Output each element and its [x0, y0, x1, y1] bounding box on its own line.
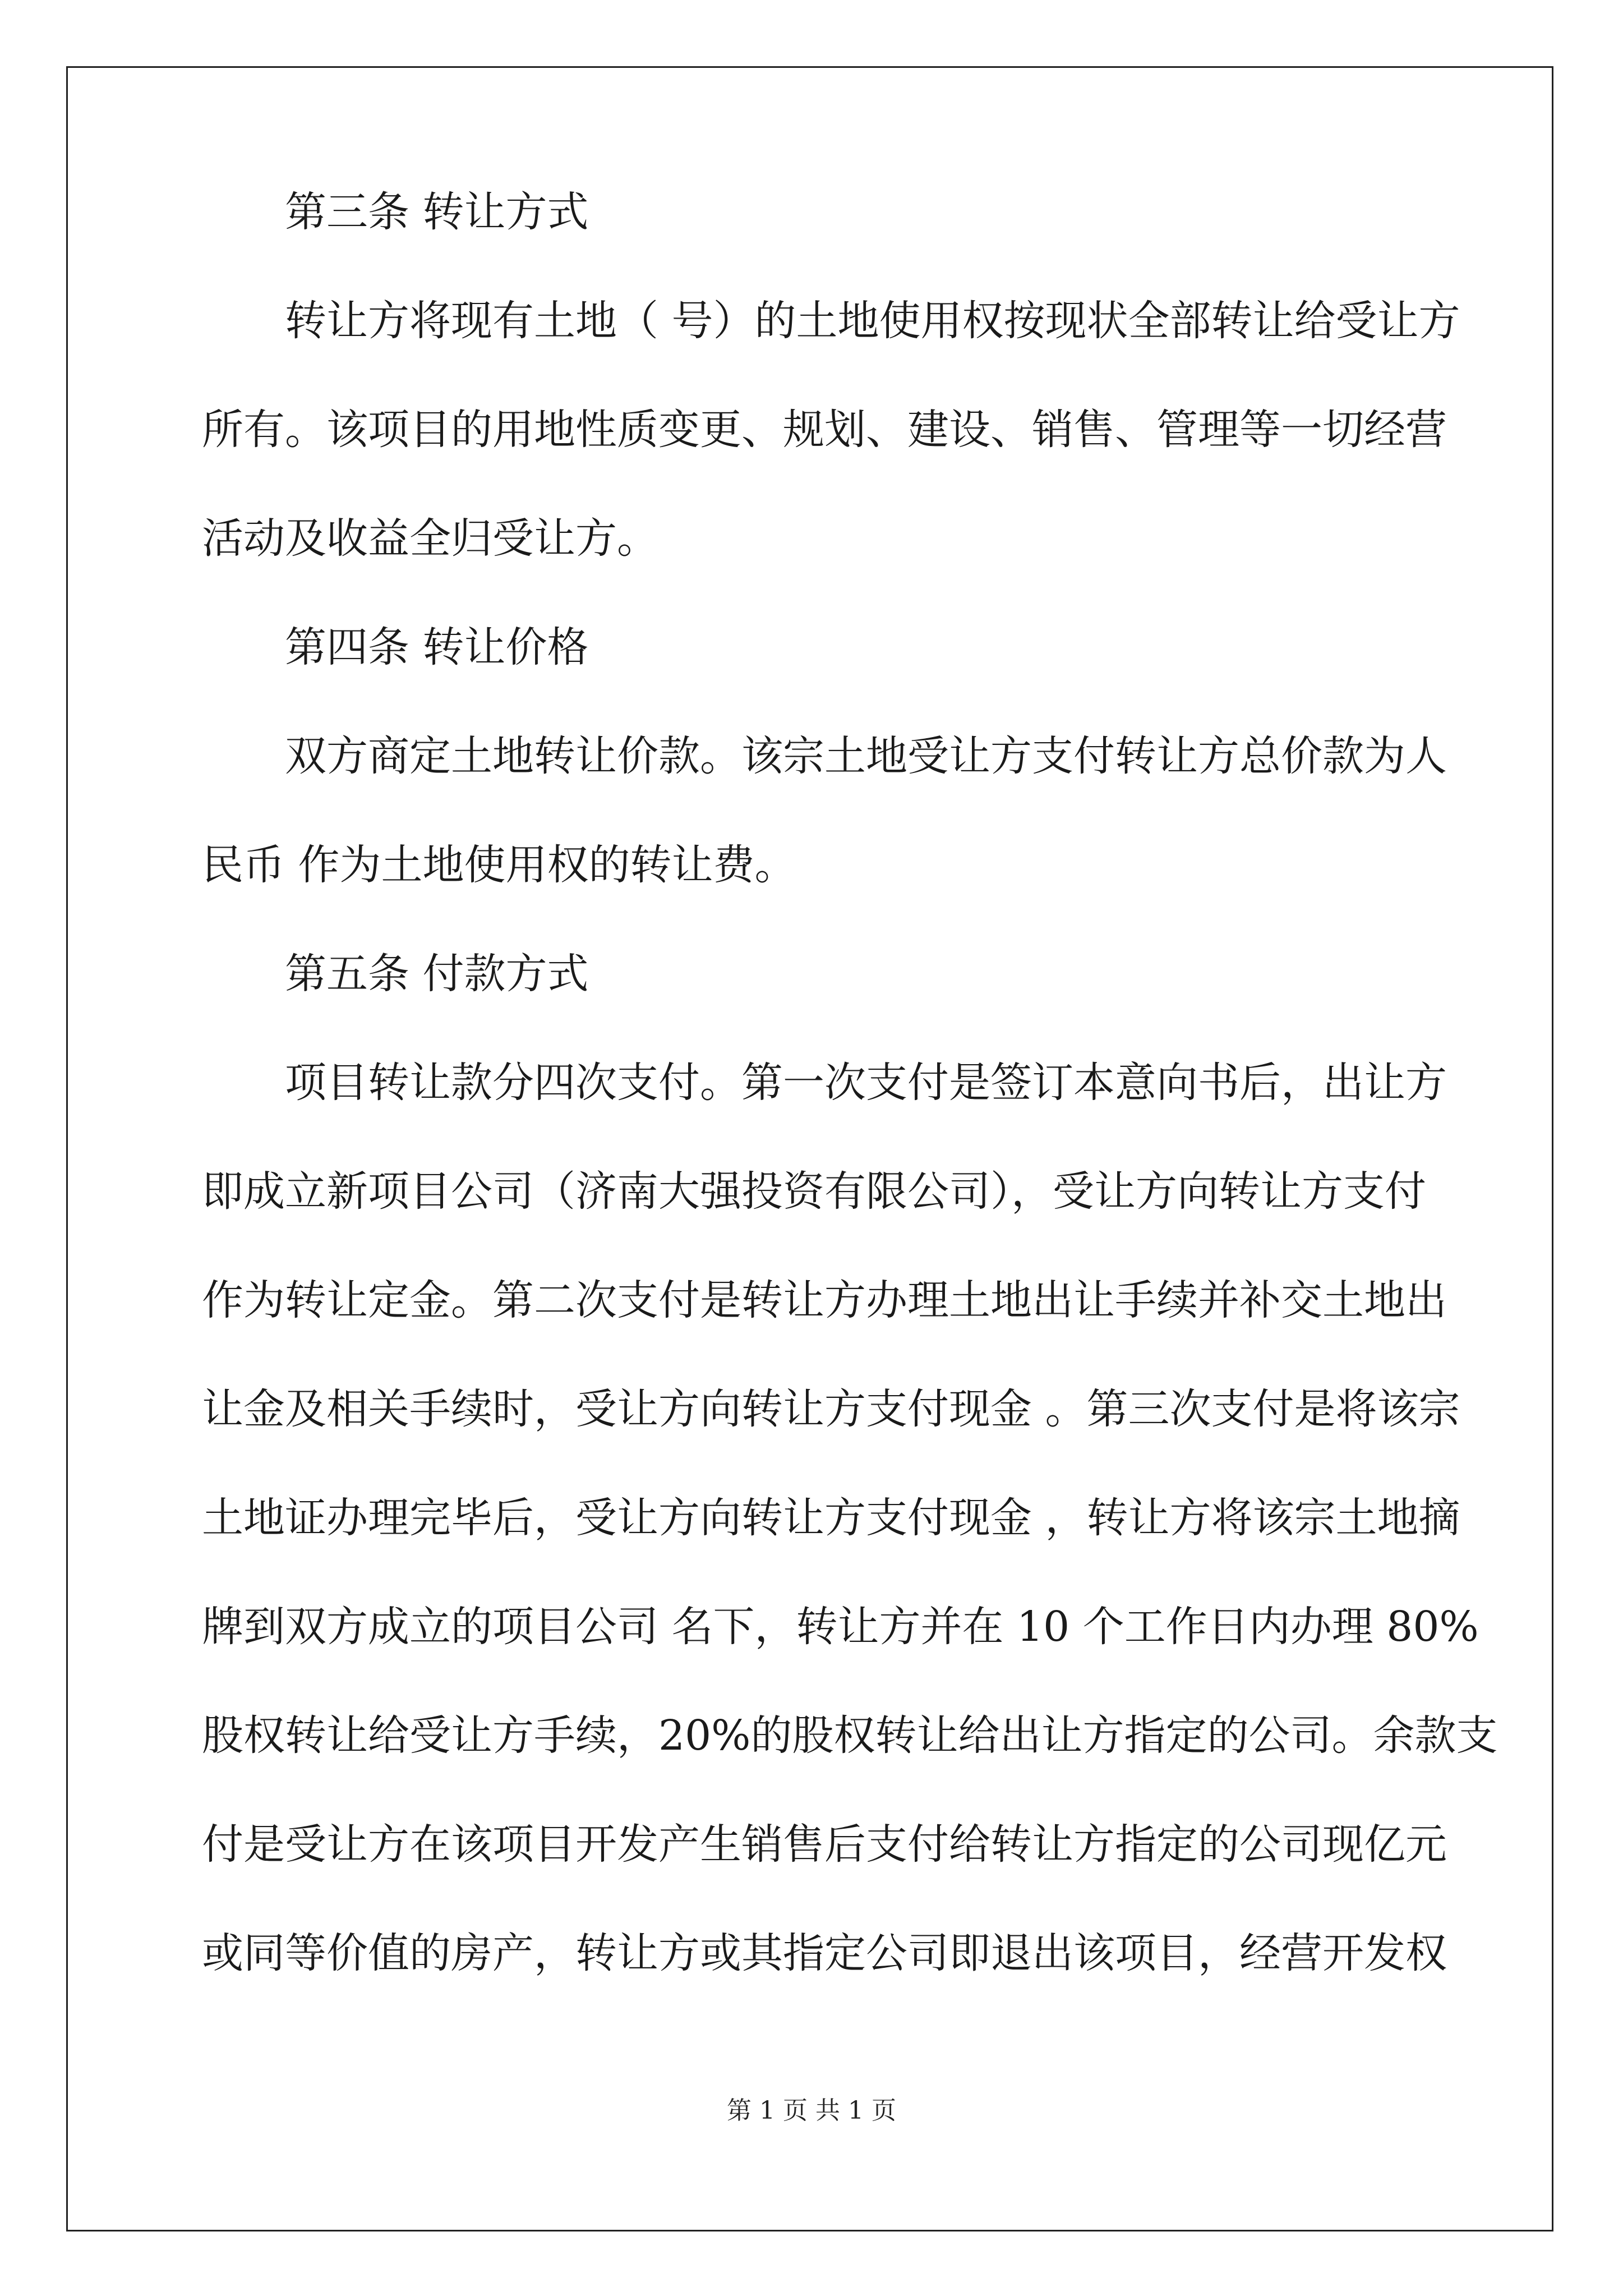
- section-heading-4: 第四条 转让价格: [285, 623, 589, 671]
- paragraph-line: 所有。该项目的用地性质变更、规划、建设、销售、管理等一切经营: [202, 406, 1447, 454]
- paragraph-line: 让金及相关手续时，受让方向转让方支付现金 。第三次支付是将该宗: [202, 1385, 1460, 1433]
- page-footer: 第 1 页 共 1 页: [727, 2096, 896, 2125]
- paragraph-line: 活动及收益全归受让方。: [202, 514, 658, 563]
- section-heading-5: 第五条 付款方式: [285, 950, 589, 998]
- paragraph-line: 或同等价值的房产，转让方或其指定公司即退出该项目，经营开发权: [202, 1929, 1447, 1977]
- paragraph-line: 项目转让款分四次支付。第一次支付是签订本意向书后，出让方: [285, 1059, 1447, 1107]
- paragraph-line: 土地证办理完毕后，受让方向转让方支付现金 ，转让方将该宗土地摘: [202, 1494, 1460, 1542]
- paragraph-line: 牌到双方成立的项目公司 名下，转让方并在 10 个工作日内办理 80%: [202, 1603, 1479, 1651]
- section-heading-3: 第三条 转让方式: [285, 188, 589, 236]
- paragraph-line: 付是受让方在该项目开发产生销售后支付给转让方指定的公司现亿元: [202, 1820, 1447, 1869]
- paragraph-line: 双方商定土地转让价款。该宗土地受让方支付转让方总价款为人: [285, 732, 1447, 780]
- paragraph-line: 作为转让定金。第二次支付是转让方办理土地出让手续并补交土地出: [202, 1276, 1447, 1324]
- document-body: [202, 188, 1498, 2041]
- paragraph-line: 股权转让给受让方手续，20%的股权转让给出让方指定的公司。余款支: [202, 1711, 1498, 1760]
- paragraph-line: 即成立新项目公司（济南大强投资有限公司），受让方向转让方支付: [202, 1167, 1426, 1216]
- paragraph-line: 民币 作为土地使用权的转让费。: [202, 841, 796, 889]
- paragraph-line: 转让方将现有土地（ 号）的土地使用权按现状全部转让给受让方: [285, 297, 1460, 345]
